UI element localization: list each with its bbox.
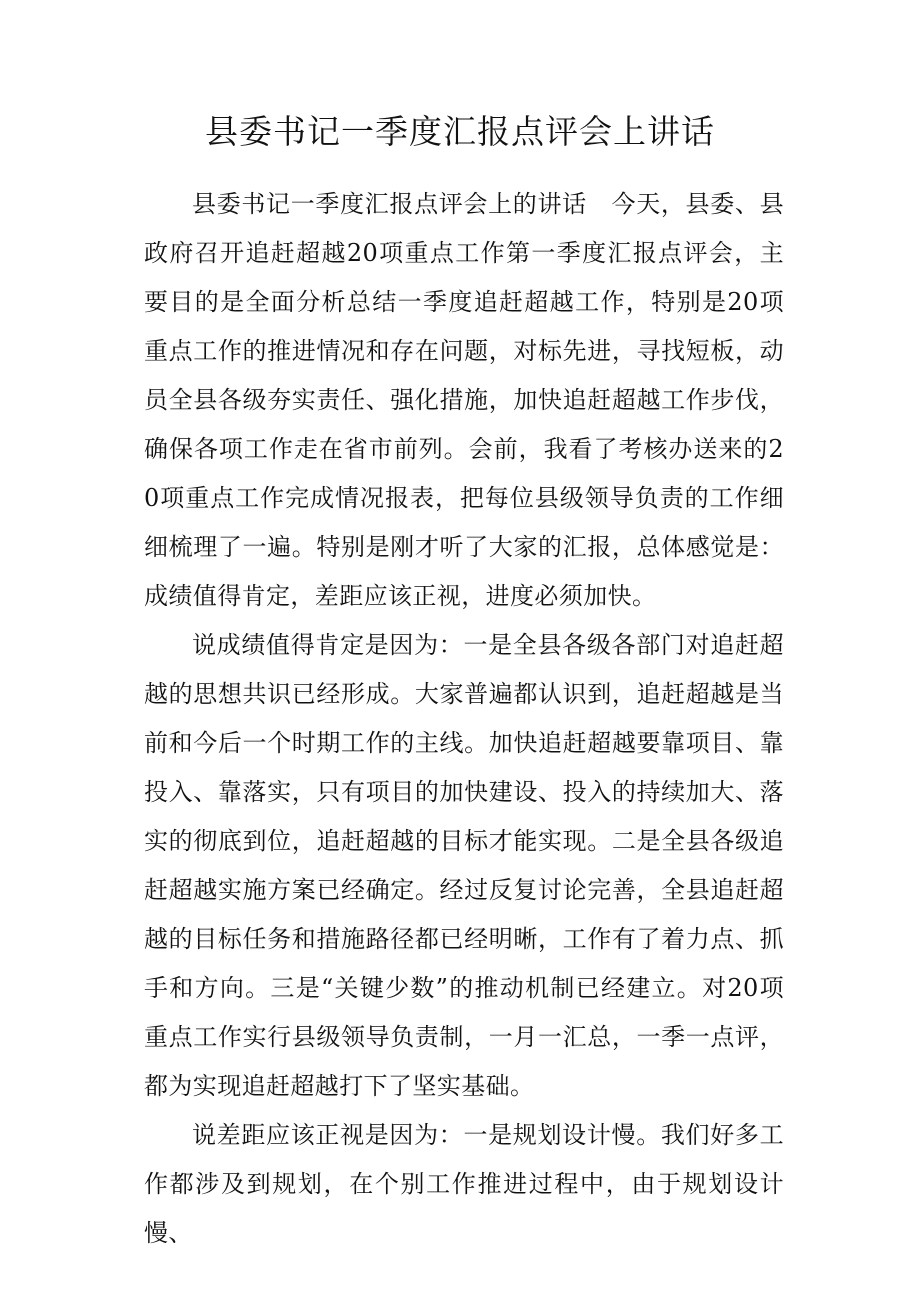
paragraph-2: 说成绩值得肯定是因为：一是全县各级各部门对追赶超越的思想共识已经形成。大家普遍都认识到，追赶超越是当前和今后一个时期工作的主线。加快追赶超越要靠项目、靠投入、靠落实，只有项目的加快建设、投入的持续加大、落实的彻底到位，追赶超越的目标才能实现。二是全县各级追赶超越实施方案已经确定。经过反复讨论完善，全县追赶超越的目标任务和措施路径都已经明晰，工作有了着力点、抓手和方向。三是“关键少数”的推动机制已经建立。对20项重点工作实行县级领导负责制，一月一汇总，一季一点评，都为实现追赶超越打下了坚实基础。: [144, 631, 784, 1100]
document-title: 县委书记一季度汇报点评会上讲话: [205, 112, 715, 151]
paragraph-3: 说差距应该正视是因为：一是规划设计慢。我们好多工作都涉及到规划，在个别工作推进过程中，由于规划设计慢、: [144, 1121, 784, 1247]
paragraph-1: 县委书记一季度汇报点评会上的讲话 今天，县委、县政府召开追赶超越20项重点工作第一季度汇报点评会，主要目的是全面分析总结一季度追赶超越工作，特别是20项重点工作的推进情况和存在问题，对标先进，寻找短板，动员全县各级夯实责任、强化措施，加快追赶超越工作步伐，确保各项工作走在省市前列。会前，我看了考核办送来的20项重点工作完成情况报表，把每位县级领导负责的工作细细梳理了一遍。特别是刚才听了大家的汇报，总体感觉是：成绩值得肯定，差距应该正视，进度必须加快。: [144, 190, 784, 610]
document-body: [144, 180, 784, 1258]
